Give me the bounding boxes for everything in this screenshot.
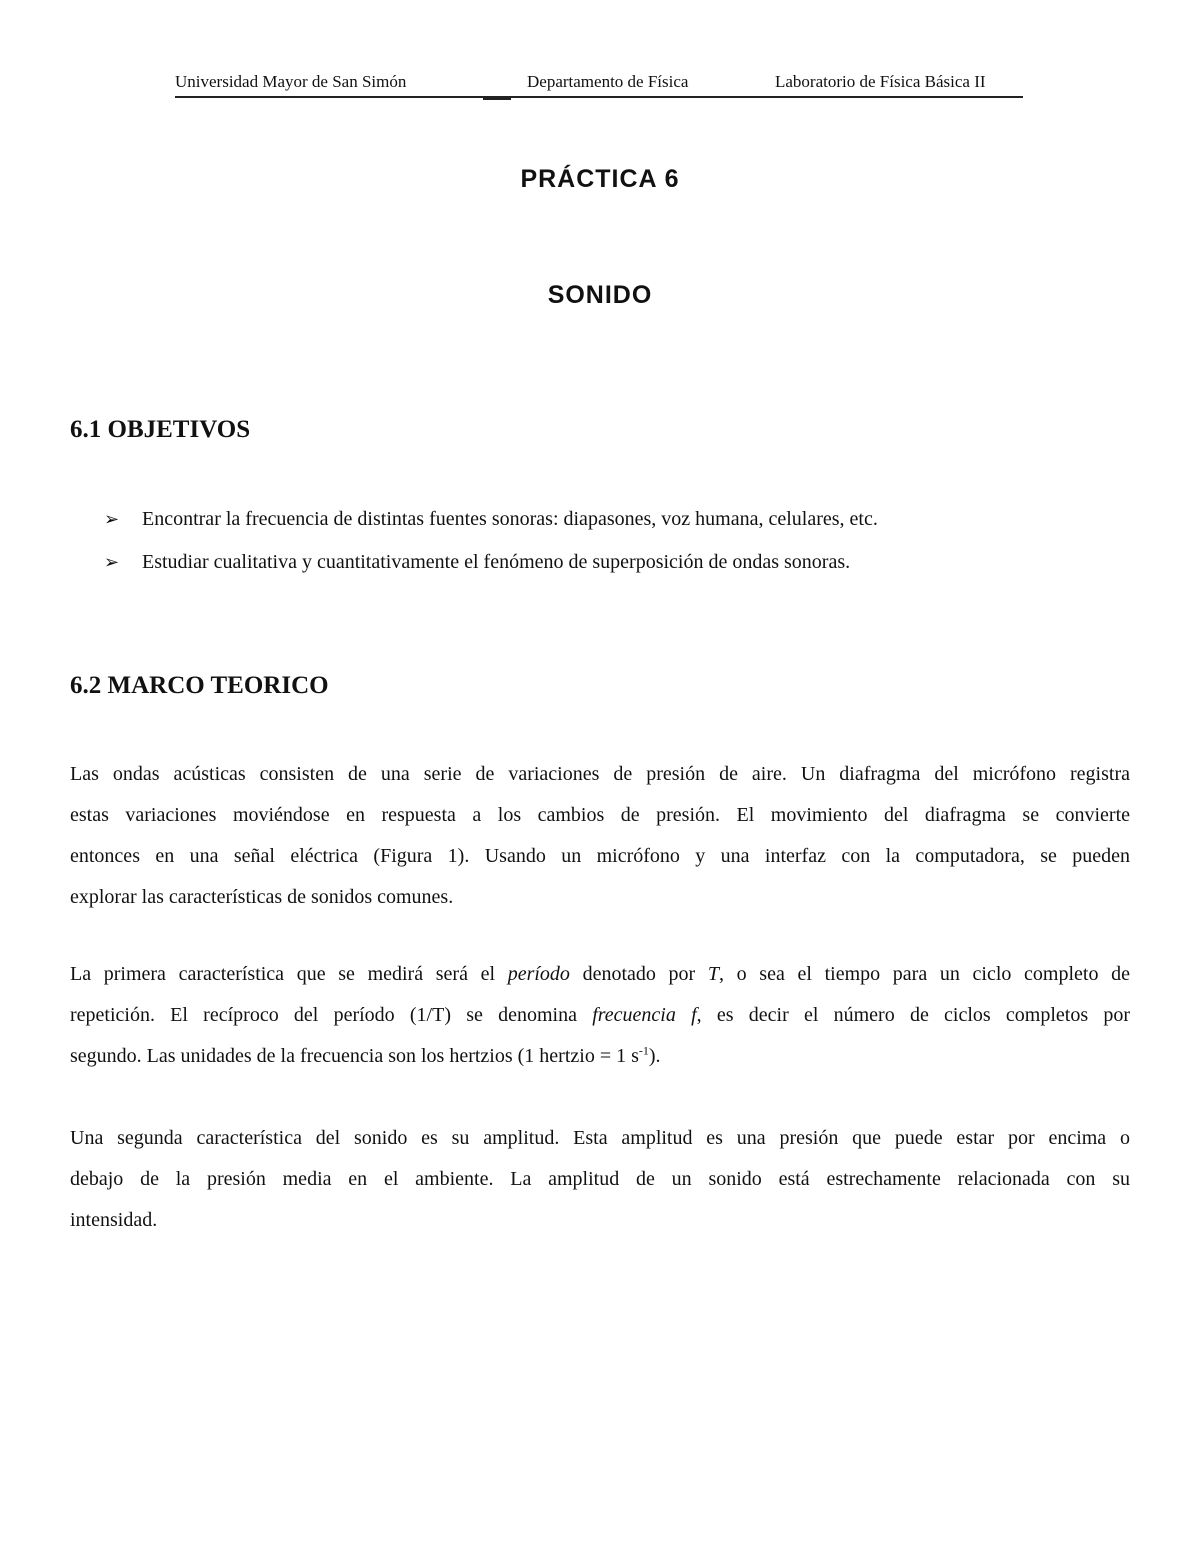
header-university: Universidad Mayor de San Simón	[175, 72, 407, 91]
text-run: denotado por	[569, 963, 708, 985]
exponent: -1	[638, 1043, 649, 1058]
text-run: , o sea el tiempo para un ciclo completo de	[718, 963, 1130, 985]
paragraph-line: explorar las características de sonidos comunes.	[70, 886, 454, 908]
paragraph-line: entonces en una señal eléctrica (Figura 1). Usando un micrófono y una interfaz con la computadora, se pueden	[70, 845, 1130, 867]
text-run: repetición. El recíproco del período (1/T) se denomina	[70, 1004, 593, 1026]
theory-paragraph-2	[70, 954, 1130, 1077]
text-run: ).	[648, 1045, 661, 1067]
text-run: La primera característica que se medirá será el	[70, 963, 508, 985]
header-department: Departamento de Física	[527, 72, 689, 91]
list-item	[104, 508, 878, 551]
objective-text: Encontrar la frecuencia de distintas fuentes sonoras: diapasones, voz humana, celulares, etc.	[142, 508, 878, 530]
list-item	[104, 551, 878, 594]
page-header	[175, 70, 1023, 98]
practice-title: PRÁCTICA 6	[520, 165, 680, 193]
paragraph-line: intensidad.	[70, 1209, 158, 1231]
paragraph-line: debajo de la presión media en el ambiente. La amplitud de un sonido está estrechamente relacionada con su	[70, 1168, 1130, 1190]
paragraph-line: Las ondas acústicas consisten de una serie de variaciones de presión de aire. Un diafragma del micrófono registra	[70, 763, 1130, 785]
text-run: segundo. Las unidades de la frecuencia son los hertzios (1 hertzio = 1 s	[70, 1045, 639, 1067]
paragraph-line	[70, 954, 1130, 995]
objective-text: Estudiar cualitativa y cuantitativamente el fenómeno de superposición de ondas sonoras.	[142, 551, 851, 573]
paragraph-line	[70, 1036, 1130, 1077]
header-laboratory: Laboratorio de Física Básica II	[775, 72, 986, 91]
topic-title: SONIDO	[547, 281, 653, 309]
arrowhead-bullet-icon: ➢	[104, 552, 120, 572]
symbol-t: T	[707, 963, 719, 985]
theory-paragraph-3	[70, 1118, 1130, 1241]
objectives-heading: 6.1 OBJETIVOS	[70, 416, 251, 443]
theory-paragraph-1	[70, 754, 1130, 918]
paragraph-line: estas variaciones moviéndose en respuesta a los cambios de presión. El movimiento del diafragma se convierte	[70, 804, 1130, 826]
paragraph-line: Una segunda característica del sonido es su amplitud. Esta amplitud es una presión que puede estar por encima o	[70, 1127, 1130, 1149]
objectives-list	[104, 508, 878, 594]
header-divider	[483, 98, 511, 100]
arrowhead-bullet-icon: ➢	[104, 509, 120, 529]
paragraph-line	[70, 995, 1130, 1036]
text-run: , es decir el número de ciclos completos por	[696, 1004, 1131, 1026]
term-frequency: frecuencia f	[592, 1004, 697, 1026]
theory-heading: 6.2 MARCO TEORICO	[70, 672, 329, 699]
term-period: período	[507, 963, 570, 985]
